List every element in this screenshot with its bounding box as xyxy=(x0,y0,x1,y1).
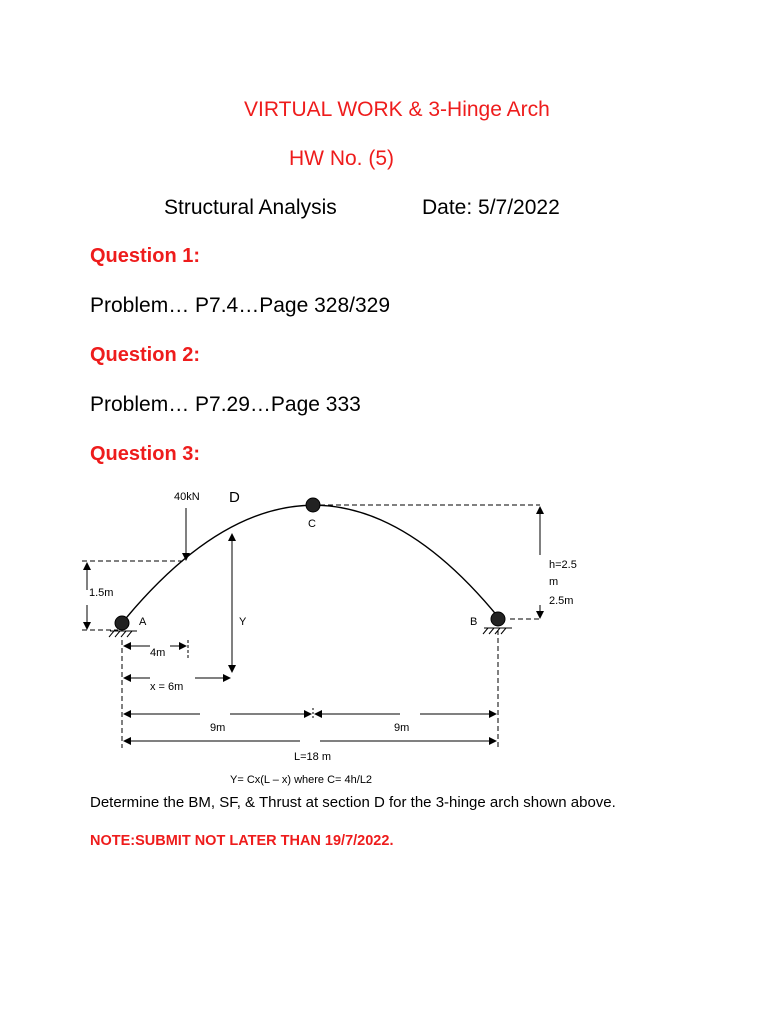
question-3-text: Determine the BM, SF, & Thrust at section D for the 3-hinge arch shown above. xyxy=(90,794,616,811)
submission-note: NOTE:SUBMIT NOT LATER THAN 19/7/2022. xyxy=(90,833,394,849)
height-label-line1: h=2.5 xyxy=(549,559,577,571)
course-name: Structural Analysis xyxy=(164,196,337,219)
point-d-label: D xyxy=(229,489,240,506)
span-label: L=18 m xyxy=(294,751,331,763)
point-b-label: B xyxy=(470,616,478,628)
question-3-heading: Question 3: xyxy=(90,443,201,465)
hinge-c xyxy=(306,498,320,512)
point-c-label: C xyxy=(308,518,316,530)
y-ordinate-label: Y xyxy=(239,616,247,628)
height-label-line2: m xyxy=(549,576,559,588)
question-1-text: Problem… P7.4…Page 328/329 xyxy=(90,294,391,317)
hinge-a xyxy=(115,616,129,630)
height-label-line3: 2.5m xyxy=(549,595,574,607)
hinge-b xyxy=(491,612,505,626)
question-2-text: Problem… P7.29…Page 333 xyxy=(90,393,361,416)
dim-9m-left-label: 9m xyxy=(210,722,226,734)
support-a xyxy=(109,631,137,637)
dim-x-label: x = 6m xyxy=(150,681,184,693)
document-date: Date: 5/7/2022 xyxy=(422,196,560,219)
homework-number: HW No. (5) xyxy=(289,147,394,170)
point-a-label: A xyxy=(139,616,147,628)
arch-equation: Y= Cx(L – x) where C= 4h/L2 xyxy=(230,774,373,786)
dim-4m-label: 4m xyxy=(150,647,166,659)
question-1-heading: Question 1: xyxy=(90,245,201,267)
question-2-heading: Question 2: xyxy=(90,344,201,366)
dim-9m-right-label: 9m xyxy=(394,722,410,734)
left-height-label: 1.5m xyxy=(89,587,114,599)
load-label: 40kN xyxy=(174,491,200,503)
document-title: VIRTUAL WORK & 3-Hinge Arch xyxy=(244,98,550,121)
